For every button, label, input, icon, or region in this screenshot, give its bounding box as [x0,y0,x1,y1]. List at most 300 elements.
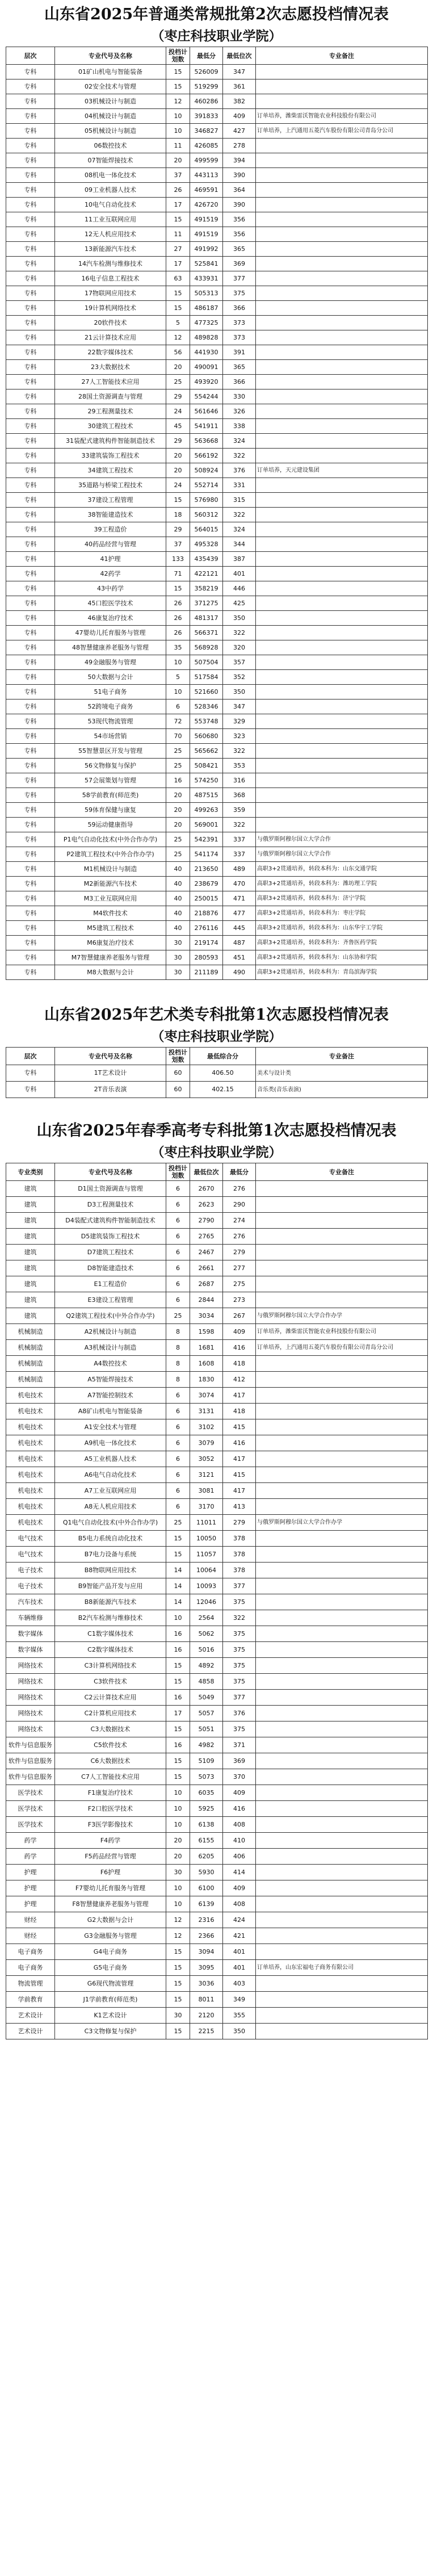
table-cell: 药学 [6,1833,55,1849]
table-row [6,434,428,449]
column-header: 专业类别 [6,1163,55,1181]
table-cell: 6 [166,1181,190,1197]
table-cell: 05机械设计与制造 [55,124,166,139]
table-cell: 387 [223,552,256,567]
table-cell: 护理 [6,1896,55,1912]
table-cell: 373 [223,330,256,345]
table-cell: 412 [223,1372,256,1388]
table-cell: 4982 [190,1737,223,1753]
table-row [6,1944,428,1960]
table-cell: 专科 [6,1082,55,1098]
table-cell: 10 [166,1817,190,1833]
table-cell: 59体育保健与康复 [55,803,166,818]
table-cell: A6电气自动化技术 [55,1467,166,1483]
section-art-subtitle: （枣庄科技职业学院） [151,1029,282,1044]
table-cell: 专科 [6,404,55,419]
table-cell: 与俄罗斯阿穆尔国立大学合作 [256,832,428,847]
table-cell: 40药品经营与管理 [55,537,166,552]
table-cell: 专科 [6,257,55,271]
table-row [6,449,428,463]
table-cell [256,1769,428,1785]
table-cell: 专科 [6,552,55,567]
table-cell: 高职3+2贯通培养，转段本科为：枣庄学院 [256,906,428,921]
table-cell: 402.15 [190,1082,256,1098]
table-cell: 专科 [6,596,55,611]
table-cell: 15 [166,493,190,508]
table-cell: 25 [166,1308,190,1324]
table-cell: 专科 [6,508,55,522]
table-cell [256,1404,428,1419]
table-cell: 6 [166,1499,190,1515]
table-cell: 15 [166,1531,190,1547]
table-cell: 382 [223,94,256,109]
table-cell: 37 [166,168,190,183]
table-cell: 415 [223,1419,256,1435]
table-cell: 40 [166,877,190,891]
table-row [6,1181,428,1197]
table-cell: 建筑 [6,1260,55,1276]
table-cell: 52跨境电子商务 [55,700,166,714]
table-cell: 10093 [190,1578,223,1594]
table-cell: 481317 [190,611,223,626]
table-row [6,1674,428,1690]
table-cell: 29工程测量技术 [55,404,166,419]
table-cell [256,803,428,818]
table-cell: 349 [223,1992,256,2008]
table-cell: 499263 [190,803,223,818]
table-cell: 1681 [190,1340,223,1356]
table-cell [256,79,428,94]
table-cell: 566371 [190,626,223,640]
table-cell: 316 [223,773,256,788]
table-cell: 60 [166,1082,190,1098]
table-cell: 10电气自动化技术 [55,198,166,212]
table-cell [256,581,428,596]
table-cell [256,1594,428,1610]
table-row [6,891,428,906]
table-cell: 276 [223,1181,256,1197]
table-cell: 建筑 [6,1197,55,1213]
table-cell: 27 [166,242,190,257]
table-cell: 53现代物流管理 [55,714,166,729]
table-cell: 5930 [190,1865,223,1880]
table-cell [256,596,428,611]
table-cell: 517584 [190,670,223,685]
table-cell: B8新能源汽车技术 [55,1594,166,1610]
table-cell: 15 [166,1658,190,1674]
table-cell: 高职3+2贯通培养，转段本科为：山东华宇工学院 [256,921,428,936]
table-cell [256,537,428,552]
table-cell [256,242,428,257]
table-cell: 专科 [6,877,55,891]
table-cell: 专科 [6,611,55,626]
table-cell: 409 [223,1880,256,1896]
table-cell: 39工程造价 [55,522,166,537]
table-cell: 11 [166,227,190,242]
table-cell [256,818,428,832]
table-cell: 553748 [190,714,223,729]
table-cell: 417 [223,1483,256,1499]
table-cell: 电气技术 [6,1531,55,1547]
table-row [6,581,428,596]
table-cell: 337 [223,847,256,862]
column-header: 专业备注 [256,1048,428,1065]
table-cell: 建筑 [6,1213,55,1229]
table-cell: 11011 [190,1515,223,1531]
table-cell: 26 [166,596,190,611]
table-cell: 8 [166,1340,190,1356]
table-cell: 40 [166,862,190,877]
table-cell: 554244 [190,389,223,404]
table-cell [256,1737,428,1753]
section-general-title: 山东省2025年普通类常规批第2次志愿投档情况表 [44,6,389,23]
section-spring [0,1116,433,2039]
table-cell: 3131 [190,1404,223,1419]
table-cell: 与俄罗斯阿穆尔国立大学合作办学 [256,1515,428,1531]
table-row [6,478,428,493]
table-cell: 10 [166,685,190,700]
table-cell: 电气技术 [6,1547,55,1563]
table-cell: 网络技术 [6,1658,55,1674]
table-cell: 30 [166,936,190,950]
table-row [6,1467,428,1483]
art-admission-table [6,1047,428,1098]
column-header: 专业备注 [256,47,428,65]
table-cell: 417 [223,1451,256,1467]
table-cell [256,1292,428,1308]
table-row [6,1578,428,1594]
table-cell: 490091 [190,360,223,375]
table-row [6,1912,428,1928]
table-cell: 441930 [190,345,223,360]
table-cell: 6155 [190,1833,223,1849]
table-cell: 390 [223,168,256,183]
table-row [6,2008,428,2024]
table-cell: 20 [166,818,190,832]
table-cell [256,94,428,109]
table-cell: 5062 [190,1626,223,1642]
table-cell: 59运动健康指导 [55,818,166,832]
table-cell: 460286 [190,94,223,109]
table-row [6,1245,428,1260]
table-cell: 337 [223,832,256,847]
table-row [6,212,428,227]
table-cell: M7智慧健康养老服务与管理 [55,950,166,965]
table-cell: 15 [166,2024,190,2039]
table-cell: 17物联网应用技术 [55,286,166,301]
table-row [6,463,428,478]
table-cell: 408 [223,1817,256,1833]
table-cell: A1安全技术与管理 [55,1419,166,1435]
table-cell: 13新能源汽车技术 [55,242,166,257]
table-cell: A5智能焊接技术 [55,1372,166,1388]
table-cell: 507504 [190,655,223,670]
table-cell: 10 [166,109,190,124]
table-cell: 15 [166,1721,190,1737]
table-cell: 14 [166,1578,190,1594]
table-cell [256,1388,428,1404]
column-header: 专业代号及名称 [55,47,166,65]
table-cell: 专科 [6,316,55,330]
table-cell: 435439 [190,552,223,567]
table-cell: 369 [223,257,256,271]
table-row [6,1276,428,1292]
table-cell: 医学技术 [6,1785,55,1801]
table-row [6,1499,428,1515]
table-cell: 6 [166,1213,190,1229]
table-row [6,1451,428,1467]
table-cell: 2467 [190,1245,223,1260]
table-cell [256,1721,428,1737]
table-cell: 6 [166,1483,190,1499]
table-cell: F5药品经营与管理 [55,1849,166,1865]
table-cell: 375 [223,1594,256,1610]
table-cell: 477 [223,906,256,921]
table-cell: 326 [223,404,256,419]
table-row [6,1992,428,2008]
table-cell: 15 [166,212,190,227]
table-cell: 8 [166,1372,190,1388]
table-cell: 6 [166,1229,190,1245]
table-row [6,1769,428,1785]
table-cell: 机电技术 [6,1451,55,1467]
table-row [6,685,428,700]
table-cell [256,2008,428,2024]
table-cell: 416 [223,1435,256,1451]
table-cell: 408 [223,1896,256,1912]
table-cell: 6205 [190,1849,223,1865]
table-cell: 04机械设计与制造 [55,109,166,124]
table-cell: 250015 [190,891,223,906]
table-cell [256,198,428,212]
table-row [6,301,428,316]
section-general-subtitle: （枣庄科技职业学院） [151,28,282,44]
table-row [6,1260,428,1276]
table-cell: 72 [166,714,190,729]
table-cell: 425 [223,596,256,611]
table-header-row [6,1048,428,1065]
table-cell [256,1435,428,1451]
table-cell: 6 [166,1451,190,1467]
table-cell: 专科 [6,168,55,183]
table-cell: 353 [223,759,256,773]
table-cell: 273 [223,1292,256,1308]
table-cell: 20 [166,360,190,375]
table-cell: C3计算机网络技术 [55,1658,166,1674]
table-row [6,153,428,168]
table-cell: 391 [223,345,256,360]
table-cell: 499599 [190,153,223,168]
table-cell: 29 [166,389,190,404]
table-cell [256,1674,428,1690]
table-cell: 576980 [190,493,223,508]
table-cell: 359 [223,803,256,818]
table-cell: 491992 [190,242,223,257]
table-cell: 356 [223,227,256,242]
table-cell: 508924 [190,463,223,478]
table-cell: 15 [166,79,190,94]
table-cell: 426720 [190,198,223,212]
table-cell: 专科 [6,700,55,714]
table-cell [256,65,428,79]
table-cell: 403 [223,1976,256,1992]
table-cell: 219174 [190,936,223,950]
table-row [6,1626,428,1642]
table-cell: 物流管理 [6,1976,55,1992]
table-cell [256,714,428,729]
table-cell: 366 [223,375,256,389]
table-cell: C2数字媒体技术 [55,1642,166,1658]
table-row [6,1483,428,1499]
general-admission-table [6,47,428,980]
table-cell [256,1706,428,1721]
table-cell: 专科 [6,79,55,94]
table-cell [256,153,428,168]
table-cell: 建筑 [6,1245,55,1260]
table-cell: 48智慧健康养老服务与管理 [55,640,166,655]
table-cell: 5 [166,670,190,685]
table-cell: G6现代物流管理 [55,1976,166,1992]
column-header: 投档计划数 [166,1048,190,1065]
table-cell: 25 [166,744,190,759]
table-cell: 15 [166,286,190,301]
table-cell: 3081 [190,1483,223,1499]
table-cell: 专科 [6,434,55,449]
table-cell [256,1451,428,1467]
table-cell: 2564 [190,1610,223,1626]
table-cell: 2765 [190,1229,223,1245]
table-cell: 10 [166,124,190,139]
table-cell: 279 [223,1515,256,1531]
table-cell: D3工程测量技术 [55,1197,166,1213]
table-cell [256,611,428,626]
table-cell: 15 [166,1769,190,1785]
table-cell: 433931 [190,271,223,286]
table-cell: 477325 [190,316,223,330]
section-art-title: 山东省2025年艺术类专科批第1次志愿投档情况表 [44,1006,389,1024]
table-row [6,1419,428,1435]
table-cell: 网络技术 [6,1690,55,1706]
table-cell: 401 [223,567,256,581]
table-cell: 35 [166,640,190,655]
table-cell: 25 [166,847,190,862]
table-cell: 机电技术 [6,1467,55,1483]
table-cell: P2建筑工程技术(中外合作办学) [55,847,166,862]
table-cell: 10 [166,1610,190,1626]
table-cell [256,1181,428,1197]
table-cell: 376 [223,463,256,478]
table-cell: 493920 [190,375,223,389]
table-cell: 专科 [6,212,55,227]
table-cell: 电子商务 [6,1944,55,1960]
table-cell: 528346 [190,700,223,714]
table-row [6,832,428,847]
table-cell: 专科 [6,271,55,286]
table-cell: 564015 [190,522,223,537]
table-cell: 10 [166,1880,190,1896]
table-row [6,1404,428,1419]
table-cell: 15 [166,1753,190,1769]
table-cell [256,640,428,655]
table-cell: 443113 [190,168,223,183]
table-row [6,404,428,419]
table-cell [256,330,428,345]
table-cell: 37建设工程管理 [55,493,166,508]
table-cell: 3052 [190,1451,223,1467]
table-cell: 322 [223,449,256,463]
table-cell: 1598 [190,1324,223,1340]
table-cell: 专科 [6,227,55,242]
section-spring-subtitle: （枣庄科技职业学院） [151,1145,282,1160]
table-cell: 10050 [190,1531,223,1547]
table-cell: 专科 [6,921,55,936]
table-cell: 406 [223,1849,256,1865]
table-cell: Q1电气自动化技术(中外合作办学) [55,1515,166,1531]
table-cell: 专科 [6,847,55,862]
table-cell [256,493,428,508]
table-cell: 16 [166,1737,190,1753]
table-row [6,183,428,198]
table-cell: 6139 [190,1896,223,1912]
table-cell [256,773,428,788]
table-cell: 322 [223,744,256,759]
table-cell [256,1483,428,1499]
table-cell: 机械制造 [6,1372,55,1388]
table-cell [256,478,428,493]
table-cell: 471 [223,891,256,906]
table-cell: 324 [223,434,256,449]
table-cell: 1608 [190,1356,223,1372]
table-row [6,729,428,744]
table-row [6,257,428,271]
table-row [6,818,428,832]
table-cell: C3软件技术 [55,1674,166,1690]
table-cell: F8智慧健康养老服务与管理 [55,1896,166,1912]
table-cell: 401 [223,1944,256,1960]
table-cell: D7建筑工程技术 [55,1245,166,1260]
table-cell: 11工业互联网应用 [55,212,166,227]
table-cell: 427 [223,124,256,139]
table-row [6,1197,428,1213]
table-row [6,330,428,345]
table-cell: 专科 [6,345,55,360]
table-cell: 275 [223,1276,256,1292]
table-cell: F2口腔医学技术 [55,1801,166,1817]
table-cell: 与俄罗斯阿穆尔国立大学合作办学 [256,1308,428,1324]
table-cell: 08机电一体化技术 [55,168,166,183]
table-cell: 6 [166,700,190,714]
table-cell: 专科 [6,965,55,980]
table-cell: 专科 [6,862,55,877]
table-cell: 财经 [6,1912,55,1928]
table-cell: 8 [166,1356,190,1372]
table-cell: 365 [223,360,256,375]
table-cell [256,257,428,271]
table-cell: 电子技术 [6,1563,55,1578]
column-header: 最低分 [190,47,223,65]
table-cell [256,685,428,700]
table-cell: 368 [223,788,256,803]
table-cell: 订单培养，上汽通用五菱汽车股份有限公司青岛分公司 [256,1340,428,1356]
table-cell: 专科 [6,109,55,124]
table-cell: 汽车技术 [6,1594,55,1610]
table-cell: 491519 [190,212,223,227]
table-cell: 09工业机器人技术 [55,183,166,198]
table-cell: 14 [166,1563,190,1578]
table-cell: 2661 [190,1260,223,1276]
table-cell: 6 [166,1467,190,1483]
table-cell: D8智能建造技术 [55,1260,166,1276]
